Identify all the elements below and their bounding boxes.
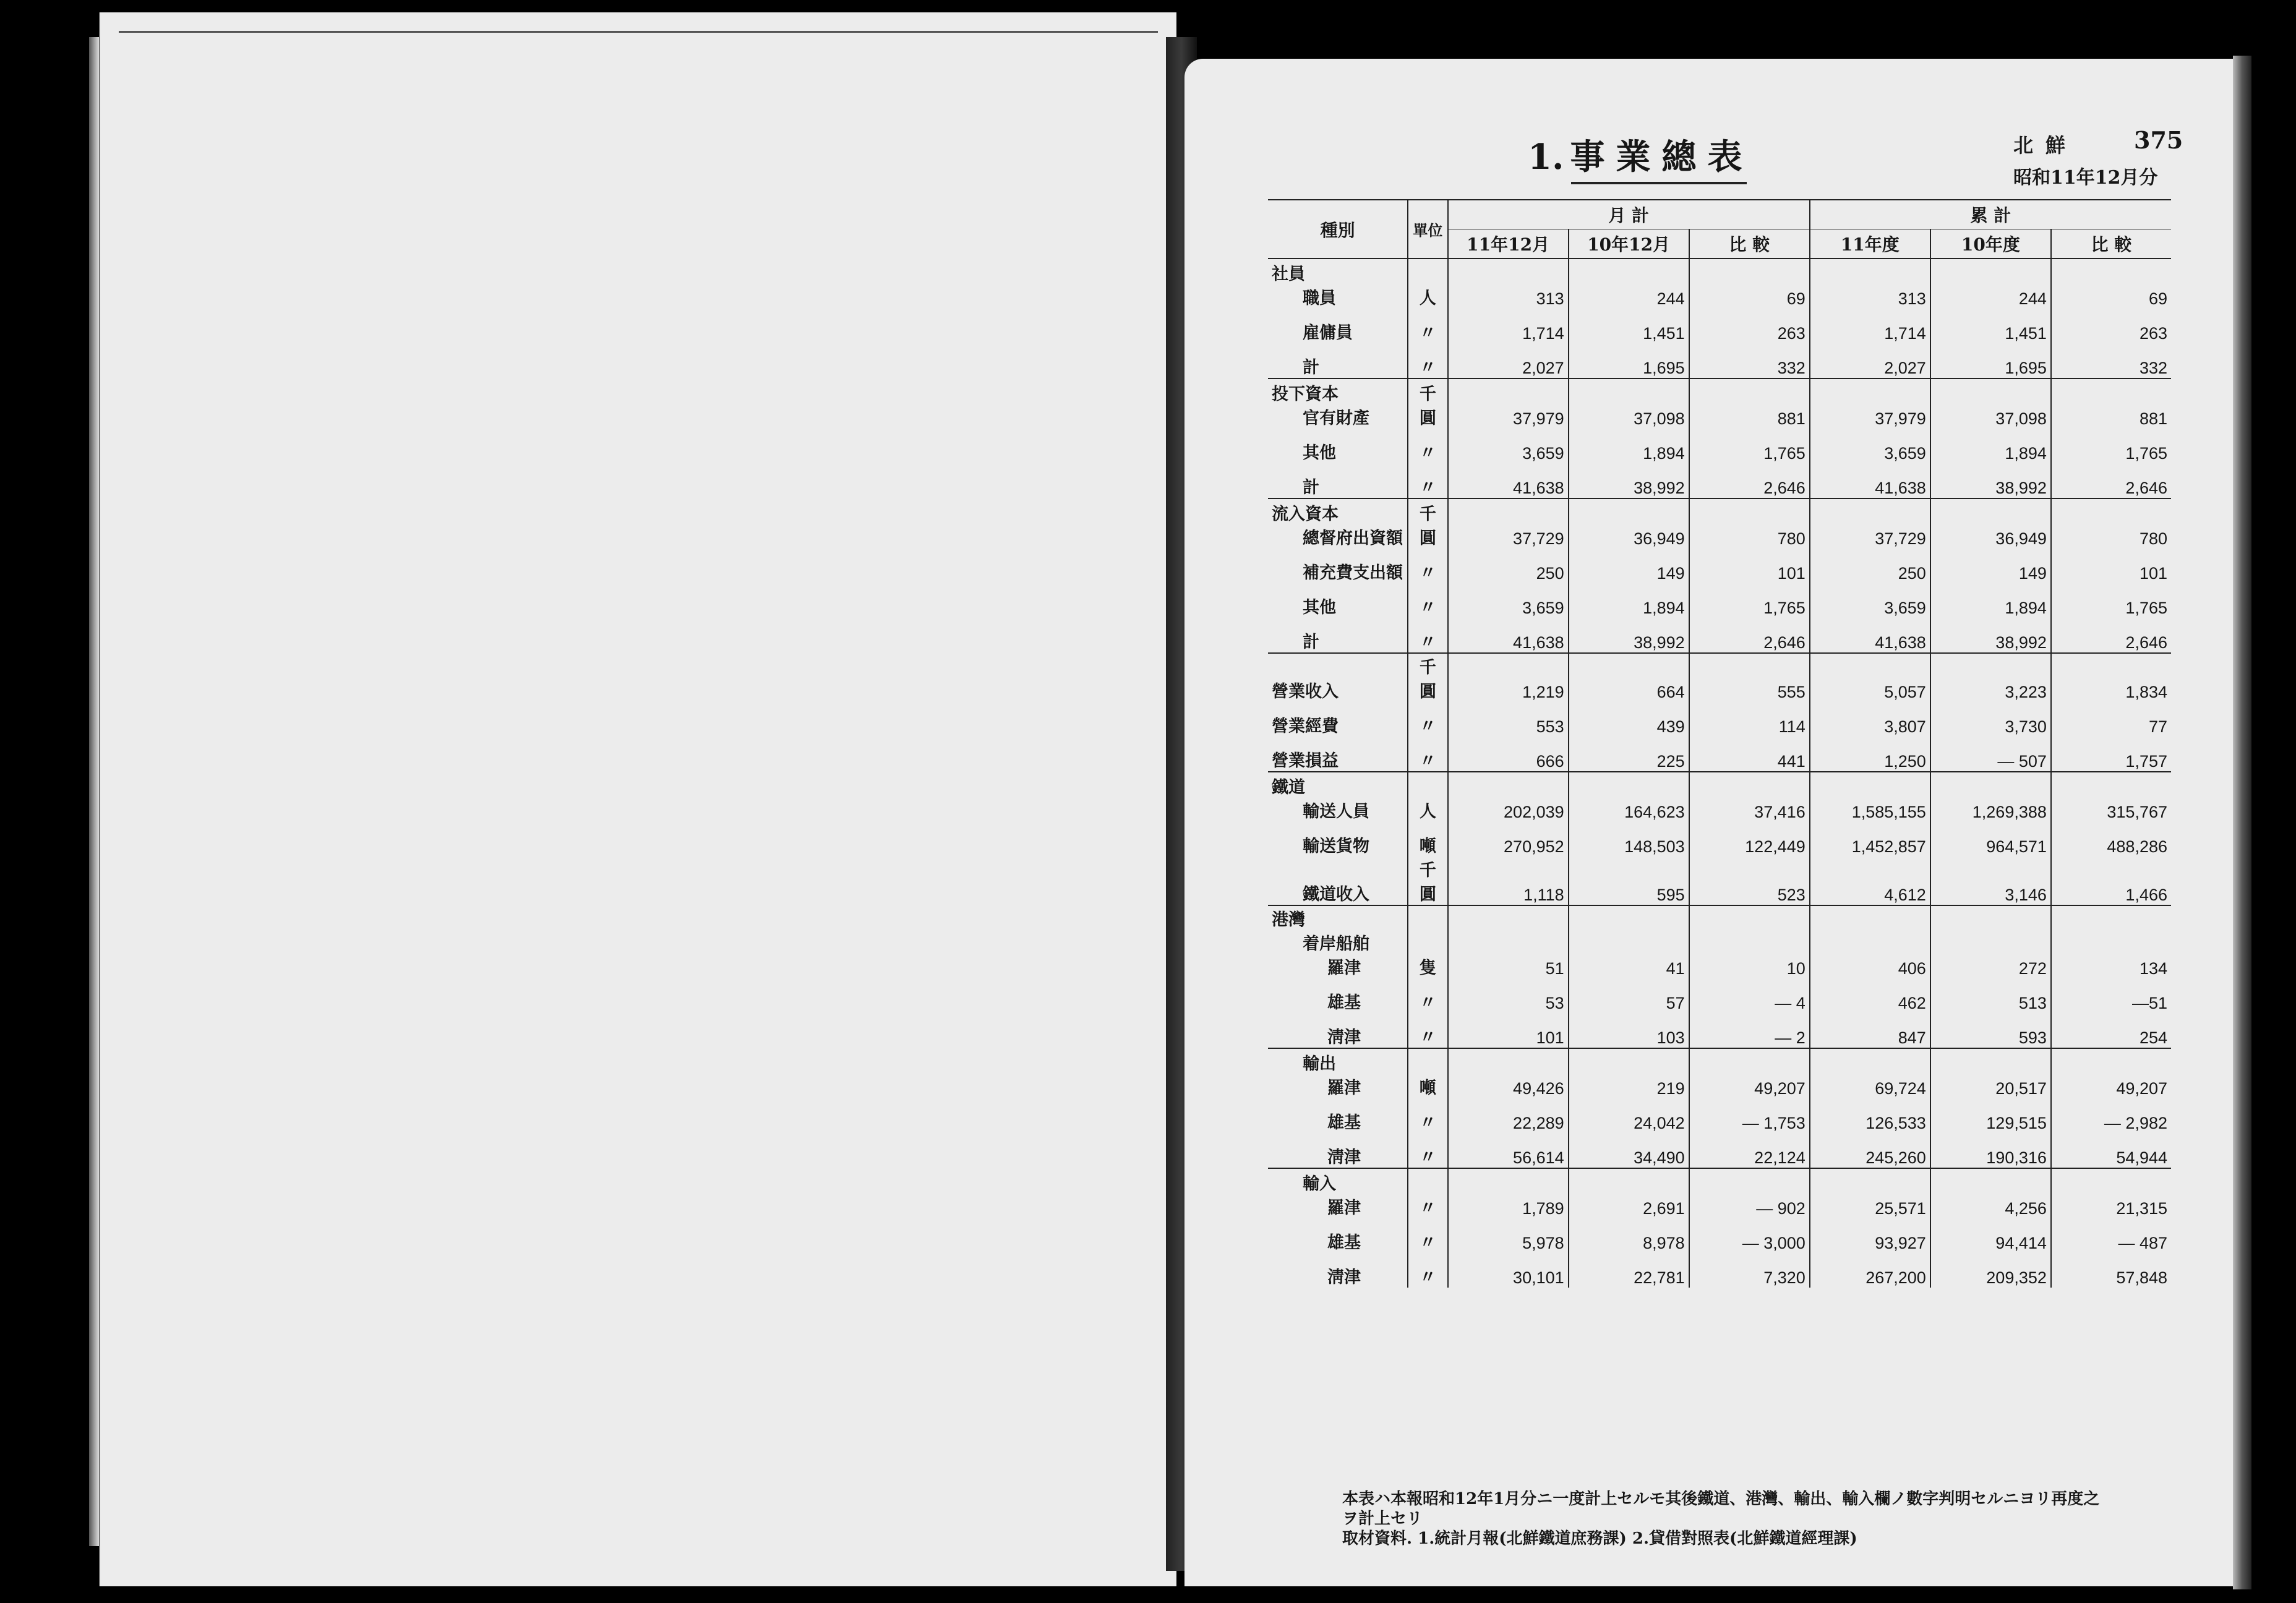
table-row	[1268, 978, 2171, 1013]
row-value: 38,992	[1930, 618, 2051, 653]
row-label: 營業經費	[1272, 717, 1339, 736]
row-value: 488,286	[2051, 822, 2171, 857]
table-row	[1268, 702, 2171, 737]
row-value: 881	[1689, 378, 1810, 429]
row-value: 1,789	[1448, 1168, 1569, 1218]
row-value: 406	[1810, 905, 1930, 978]
row-value: 38,992	[1930, 463, 2051, 498]
table-row	[1268, 1253, 2171, 1288]
row-value: 41,638	[1810, 463, 1930, 498]
row-unit: 〃	[1408, 549, 1447, 583]
row-value: 101	[2051, 549, 2171, 583]
row-value: 4,256	[1930, 1168, 2051, 1218]
row-unit: 〃	[1408, 1013, 1447, 1048]
row-value: 3,807	[1810, 702, 1930, 737]
row-value: 37,729	[1448, 498, 1569, 549]
row-label-cell	[1268, 702, 1408, 737]
row-label-cell	[1268, 463, 1408, 498]
table-row	[1268, 653, 2171, 702]
row-label-cell	[1268, 978, 1408, 1013]
row-label: 計	[1303, 478, 1319, 497]
row-value: 37,098	[1569, 378, 1689, 429]
row-value: 964,571	[1930, 822, 2051, 857]
left-page-edge	[89, 37, 99, 1546]
row-value: 441	[1689, 737, 1810, 772]
row-value: 34,490	[1569, 1133, 1689, 1168]
row-value: 41,638	[1448, 618, 1569, 653]
row-label-cell	[1268, 618, 1408, 653]
row-unit: 〃	[1408, 1133, 1447, 1168]
row-value: 666	[1448, 737, 1569, 772]
row-label: 羅津	[1327, 1199, 1361, 1218]
row-value: 3,659	[1448, 583, 1569, 618]
row-value: —51	[2051, 978, 2171, 1013]
left-page-blank	[99, 12, 1176, 1586]
table-row	[1268, 1168, 2171, 1218]
row-label: 淸津	[1327, 1268, 1361, 1287]
table-row	[1268, 1218, 2171, 1253]
row-value: — 4	[1689, 978, 1810, 1013]
row-unit: 〃	[1408, 618, 1447, 653]
row-value: 780	[1689, 498, 1810, 549]
footnote-line-3: 取材資料. 1.統計月報(北鮮鐵道庶務課) 2.貸借對照表(北鮮鐵道經理課)	[1342, 1529, 1857, 1548]
row-label: 淸津	[1327, 1028, 1361, 1047]
row-value: 38,992	[1569, 463, 1689, 498]
row-label: 輸送人員	[1303, 802, 1369, 821]
row-value: 149	[1930, 549, 2051, 583]
row-value: 593	[1930, 1013, 2051, 1048]
row-label: 計	[1303, 633, 1319, 652]
row-value: 245,260	[1810, 1133, 1930, 1168]
table-row	[1268, 1133, 2171, 1168]
row-value: 122,449	[1689, 822, 1810, 857]
row-value: 148,503	[1569, 822, 1689, 857]
row-value: 2,646	[2051, 463, 2171, 498]
row-unit: 〃	[1408, 429, 1447, 463]
row-label-cell	[1268, 498, 1408, 549]
row-label-cell	[1268, 1098, 1408, 1133]
row-value: 1,695	[1569, 343, 1689, 378]
row-label-cell	[1268, 549, 1408, 583]
col-category: 種別	[1268, 200, 1408, 259]
row-value: 37,729	[1810, 498, 1930, 549]
row-value: 250	[1448, 549, 1569, 583]
col-c1: 11年度	[1810, 229, 1930, 259]
row-label-cell	[1268, 1218, 1408, 1253]
row-subgroup-label: 輸入	[1303, 1174, 1336, 1194]
row-value: — 507	[1930, 737, 2051, 772]
row-value: 1,466	[2051, 857, 2171, 905]
row-value: 36,949	[1569, 498, 1689, 549]
row-value: 2,646	[2051, 618, 2171, 653]
row-value: 53	[1448, 978, 1569, 1013]
row-value: 4,612	[1810, 857, 1930, 905]
row-label: 雄基	[1327, 1113, 1361, 1132]
row-group-label: 鐵道	[1272, 778, 1305, 797]
row-label-cell	[1268, 1013, 1408, 1048]
row-value: 1,118	[1448, 857, 1569, 905]
row-value: 190,316	[1930, 1133, 2051, 1168]
row-value: 332	[2051, 343, 2171, 378]
row-value: 129,515	[1930, 1098, 2051, 1133]
row-value: 462	[1810, 978, 1930, 1013]
col-c2: 10年度	[1930, 229, 2051, 259]
table-row	[1268, 463, 2171, 498]
row-value: 332	[1689, 343, 1810, 378]
row-value: 254	[2051, 1013, 2171, 1048]
row-value: 2,646	[1689, 463, 1810, 498]
row-group-label: 社員	[1272, 265, 1305, 284]
row-value: 37,979	[1810, 378, 1930, 429]
col-m1: 11年12月	[1448, 229, 1569, 259]
row-value: 313	[1448, 259, 1569, 309]
row-value: — 2	[1689, 1013, 1810, 1048]
row-value: 263	[2051, 309, 2171, 343]
row-label: 雄基	[1327, 1233, 1361, 1252]
row-label-cell	[1268, 905, 1408, 978]
row-value: 1,451	[1569, 309, 1689, 343]
row-unit: 人	[1408, 772, 1447, 822]
table-row	[1268, 1048, 2171, 1098]
row-label: 鐵道收入	[1303, 885, 1369, 904]
row-value: 10	[1689, 905, 1810, 978]
row-label-cell	[1268, 653, 1408, 702]
row-value: 2,027	[1810, 343, 1930, 378]
row-value: 25,571	[1810, 1168, 1930, 1218]
row-value: 101	[1689, 549, 1810, 583]
summary-table	[1268, 199, 2171, 1288]
row-value: 94,414	[1930, 1218, 2051, 1253]
title-text: 事業總表	[1570, 137, 1754, 177]
row-unit: 〃	[1408, 978, 1447, 1013]
table-row	[1268, 498, 2171, 549]
right-page-edge	[2233, 56, 2251, 1589]
row-value: 5,978	[1448, 1218, 1569, 1253]
row-value: 1,765	[2051, 429, 2171, 463]
row-value: 270,952	[1448, 822, 1569, 857]
row-label-cell	[1268, 822, 1408, 857]
row-unit: 〃	[1408, 1168, 1447, 1218]
row-value: 54,944	[2051, 1133, 2171, 1168]
row-value: 2,027	[1448, 343, 1569, 378]
row-value: 56,614	[1448, 1133, 1569, 1168]
row-value: 57,848	[2051, 1253, 2171, 1288]
row-label: 其他	[1303, 443, 1336, 463]
page-title	[1528, 130, 1753, 179]
row-value: 315,767	[2051, 772, 2171, 822]
row-value: 1,269,388	[1930, 772, 2051, 822]
row-label-cell	[1268, 772, 1408, 822]
row-label: 羅津	[1327, 959, 1361, 978]
row-subgroup-label: 着岸船舶	[1303, 934, 1369, 954]
row-label: 總督府出資額	[1303, 529, 1403, 548]
row-value: — 2,982	[2051, 1098, 2171, 1133]
col-unit: 單位	[1408, 200, 1447, 259]
row-value: 513	[1930, 978, 2051, 1013]
row-value: 21,315	[2051, 1168, 2171, 1218]
row-value: 1,757	[2051, 737, 2171, 772]
table-row	[1268, 737, 2171, 772]
col-cumulative-group: 累 計	[1810, 200, 2171, 229]
row-value: 3,659	[1448, 429, 1569, 463]
row-unit: 〃	[1408, 1218, 1447, 1253]
row-group-label: 投下資本	[1272, 385, 1339, 404]
table-row	[1268, 822, 2171, 857]
row-value: 3,659	[1810, 429, 1930, 463]
row-value: 1,250	[1810, 737, 1930, 772]
col-month-group: 月 計	[1448, 200, 1810, 229]
row-value: 114	[1689, 702, 1810, 737]
table-row	[1268, 343, 2171, 378]
row-value: 3,659	[1810, 583, 1930, 618]
footnote-line-2: ヲ計上セリ	[1342, 1510, 1423, 1528]
table-row	[1268, 857, 2171, 905]
row-unit: 〃	[1408, 1253, 1447, 1288]
left-page-top-edge	[119, 31, 1158, 33]
row-value: 1,585,155	[1810, 772, 1930, 822]
row-unit: 噸	[1408, 1048, 1447, 1098]
title-number: 1.	[1528, 137, 1564, 177]
row-value: 41	[1569, 905, 1689, 978]
row-value: 57	[1569, 978, 1689, 1013]
row-value: 22,781	[1569, 1253, 1689, 1288]
row-value: 313	[1810, 259, 1930, 309]
row-value: 1,765	[1689, 429, 1810, 463]
row-value: 20,517	[1930, 1048, 2051, 1098]
row-value: 555	[1689, 653, 1810, 702]
row-value: 1,765	[1689, 583, 1810, 618]
row-value: 1,834	[2051, 653, 2171, 702]
row-value: 24,042	[1569, 1098, 1689, 1133]
footnote	[1342, 1489, 2146, 1549]
row-value: 267,200	[1810, 1253, 1930, 1288]
row-value: 22,289	[1448, 1098, 1569, 1133]
row-label: 淸津	[1327, 1148, 1361, 1167]
row-unit: 〃	[1408, 343, 1447, 378]
row-value: 523	[1689, 857, 1810, 905]
row-subgroup-label: 輸出	[1303, 1054, 1336, 1074]
table-row	[1268, 1013, 2171, 1048]
table-row	[1268, 429, 2171, 463]
row-value: 5,057	[1810, 653, 1930, 702]
row-label-cell	[1268, 583, 1408, 618]
row-value: 1,695	[1930, 343, 2051, 378]
row-unit: 隻	[1408, 905, 1447, 978]
row-value: 1,452,857	[1810, 822, 1930, 857]
row-label: 職員	[1303, 289, 1336, 308]
row-value: 37,098	[1930, 378, 2051, 429]
row-value: 1,894	[1569, 429, 1689, 463]
table-row	[1268, 1098, 2171, 1133]
row-value: 149	[1569, 549, 1689, 583]
row-value: 202,039	[1448, 772, 1569, 822]
row-label-cell	[1268, 429, 1408, 463]
row-label-cell	[1268, 857, 1408, 905]
row-value: 881	[2051, 378, 2171, 429]
row-value: 1,714	[1810, 309, 1930, 343]
row-unit: 〃	[1408, 737, 1447, 772]
row-value: 244	[1569, 259, 1689, 309]
row-unit: 〃	[1408, 583, 1447, 618]
row-label-cell	[1268, 1168, 1408, 1218]
row-value: 1,894	[1930, 429, 2051, 463]
row-group-label: 港灣	[1272, 910, 1305, 930]
row-value: 1,765	[2051, 583, 2171, 618]
row-value: 219	[1569, 1048, 1689, 1098]
row-value: 1,219	[1448, 653, 1569, 702]
row-value: 38,992	[1569, 618, 1689, 653]
row-value: 2,646	[1689, 618, 1810, 653]
row-value: 69	[1689, 259, 1810, 309]
row-value: 51	[1448, 905, 1569, 978]
row-value: 225	[1569, 737, 1689, 772]
row-value: — 3,000	[1689, 1218, 1810, 1253]
row-value: 101	[1448, 1013, 1569, 1048]
region-label: 北鮮	[2013, 134, 2078, 157]
row-unit: 〃	[1408, 702, 1447, 737]
row-value: 41,638	[1448, 463, 1569, 498]
row-label-cell	[1268, 378, 1408, 429]
row-unit: 千圓	[1408, 378, 1447, 429]
row-label: 營業損益	[1272, 751, 1339, 771]
row-label: 雇傭員	[1303, 323, 1353, 343]
footnote-line-1: 本表ハ本報昭和12年1月分ニ一度計上セルモ其後鐵道、港灣、輸出、輸入欄ノ數字判明セルニヨリ再度之	[1342, 1490, 2100, 1508]
row-label-cell	[1268, 259, 1408, 309]
row-value: 553	[1448, 702, 1569, 737]
row-value: 847	[1810, 1013, 1930, 1048]
row-value: 439	[1569, 702, 1689, 737]
table-row	[1268, 259, 2171, 309]
row-label: 營業收入	[1272, 682, 1339, 701]
row-value: 780	[2051, 498, 2171, 549]
row-label-cell	[1268, 1253, 1408, 1288]
row-unit: 千圓	[1408, 653, 1447, 702]
row-group-label: 流入資本	[1272, 505, 1339, 524]
row-value: 1,894	[1930, 583, 2051, 618]
row-value: 22,124	[1689, 1133, 1810, 1168]
row-value: 595	[1569, 857, 1689, 905]
row-value: 36,949	[1930, 498, 2051, 549]
row-value: 3,730	[1930, 702, 2051, 737]
row-value: 126,533	[1810, 1098, 1930, 1133]
row-label: 輸送貨物	[1303, 837, 1369, 856]
row-label: 計	[1303, 358, 1319, 377]
row-label: 羅津	[1327, 1079, 1361, 1098]
row-value: 1,714	[1448, 309, 1569, 343]
row-value: 664	[1569, 653, 1689, 702]
row-value: 2,691	[1569, 1168, 1689, 1218]
row-value: 30,101	[1448, 1253, 1569, 1288]
row-unit: 〃	[1408, 463, 1447, 498]
row-label-cell	[1268, 309, 1408, 343]
row-unit: 〃	[1408, 309, 1447, 343]
table-row	[1268, 772, 2171, 822]
row-value: 7,320	[1689, 1253, 1810, 1288]
row-value: 103	[1569, 1013, 1689, 1048]
row-unit: 千圓	[1408, 857, 1447, 905]
row-value: 8,978	[1569, 1218, 1689, 1253]
table-row	[1268, 618, 2171, 653]
row-label-cell	[1268, 343, 1408, 378]
table-row	[1268, 583, 2171, 618]
row-value: — 487	[2051, 1218, 2171, 1253]
row-value: 49,207	[1689, 1048, 1810, 1098]
table-row	[1268, 309, 2171, 343]
row-value: 134	[2051, 905, 2171, 978]
row-value: — 902	[1689, 1168, 1810, 1218]
page-number: 375	[2134, 126, 2183, 154]
row-value: 37,979	[1448, 378, 1569, 429]
row-value: 244	[1930, 259, 2051, 309]
row-label: 補充費支出額	[1303, 563, 1403, 583]
col-c3: 比 較	[2051, 229, 2171, 259]
row-label-cell	[1268, 1048, 1408, 1098]
row-value: 93,927	[1810, 1218, 1930, 1253]
row-label: 其他	[1303, 598, 1336, 617]
title-underline	[1571, 182, 1747, 184]
row-value: 164,623	[1569, 772, 1689, 822]
row-value: 263	[1689, 309, 1810, 343]
col-m2: 10年12月	[1569, 229, 1689, 259]
period-label: 昭和11年12月分	[2013, 167, 2158, 189]
row-value: 49,426	[1448, 1048, 1569, 1098]
row-value: 69	[2051, 259, 2171, 309]
col-m3: 比 較	[1689, 229, 1810, 259]
row-value: 250	[1810, 549, 1930, 583]
table-row	[1268, 905, 2171, 978]
row-value: 41,638	[1810, 618, 1930, 653]
row-unit: 千圓	[1408, 498, 1447, 549]
row-value: 1,451	[1930, 309, 2051, 343]
row-label-cell	[1268, 1133, 1408, 1168]
row-label: 雄基	[1327, 993, 1361, 1012]
row-value: 272	[1930, 905, 2051, 978]
row-value: 49,207	[2051, 1048, 2171, 1098]
row-label-cell	[1268, 737, 1408, 772]
row-value: 209,352	[1930, 1253, 2051, 1288]
table-row	[1268, 549, 2171, 583]
row-unit: 噸	[1408, 822, 1447, 857]
row-value: 3,146	[1930, 857, 2051, 905]
row-value: 37,416	[1689, 772, 1810, 822]
row-unit: 〃	[1408, 1098, 1447, 1133]
row-value: 1,894	[1569, 583, 1689, 618]
row-value: 69,724	[1810, 1048, 1930, 1098]
table-row	[1268, 378, 2171, 429]
row-value: — 1,753	[1689, 1098, 1810, 1133]
row-label: 官有財產	[1303, 409, 1369, 428]
row-unit: 人	[1408, 259, 1447, 309]
row-value: 3,223	[1930, 653, 2051, 702]
row-value: 77	[2051, 702, 2171, 737]
